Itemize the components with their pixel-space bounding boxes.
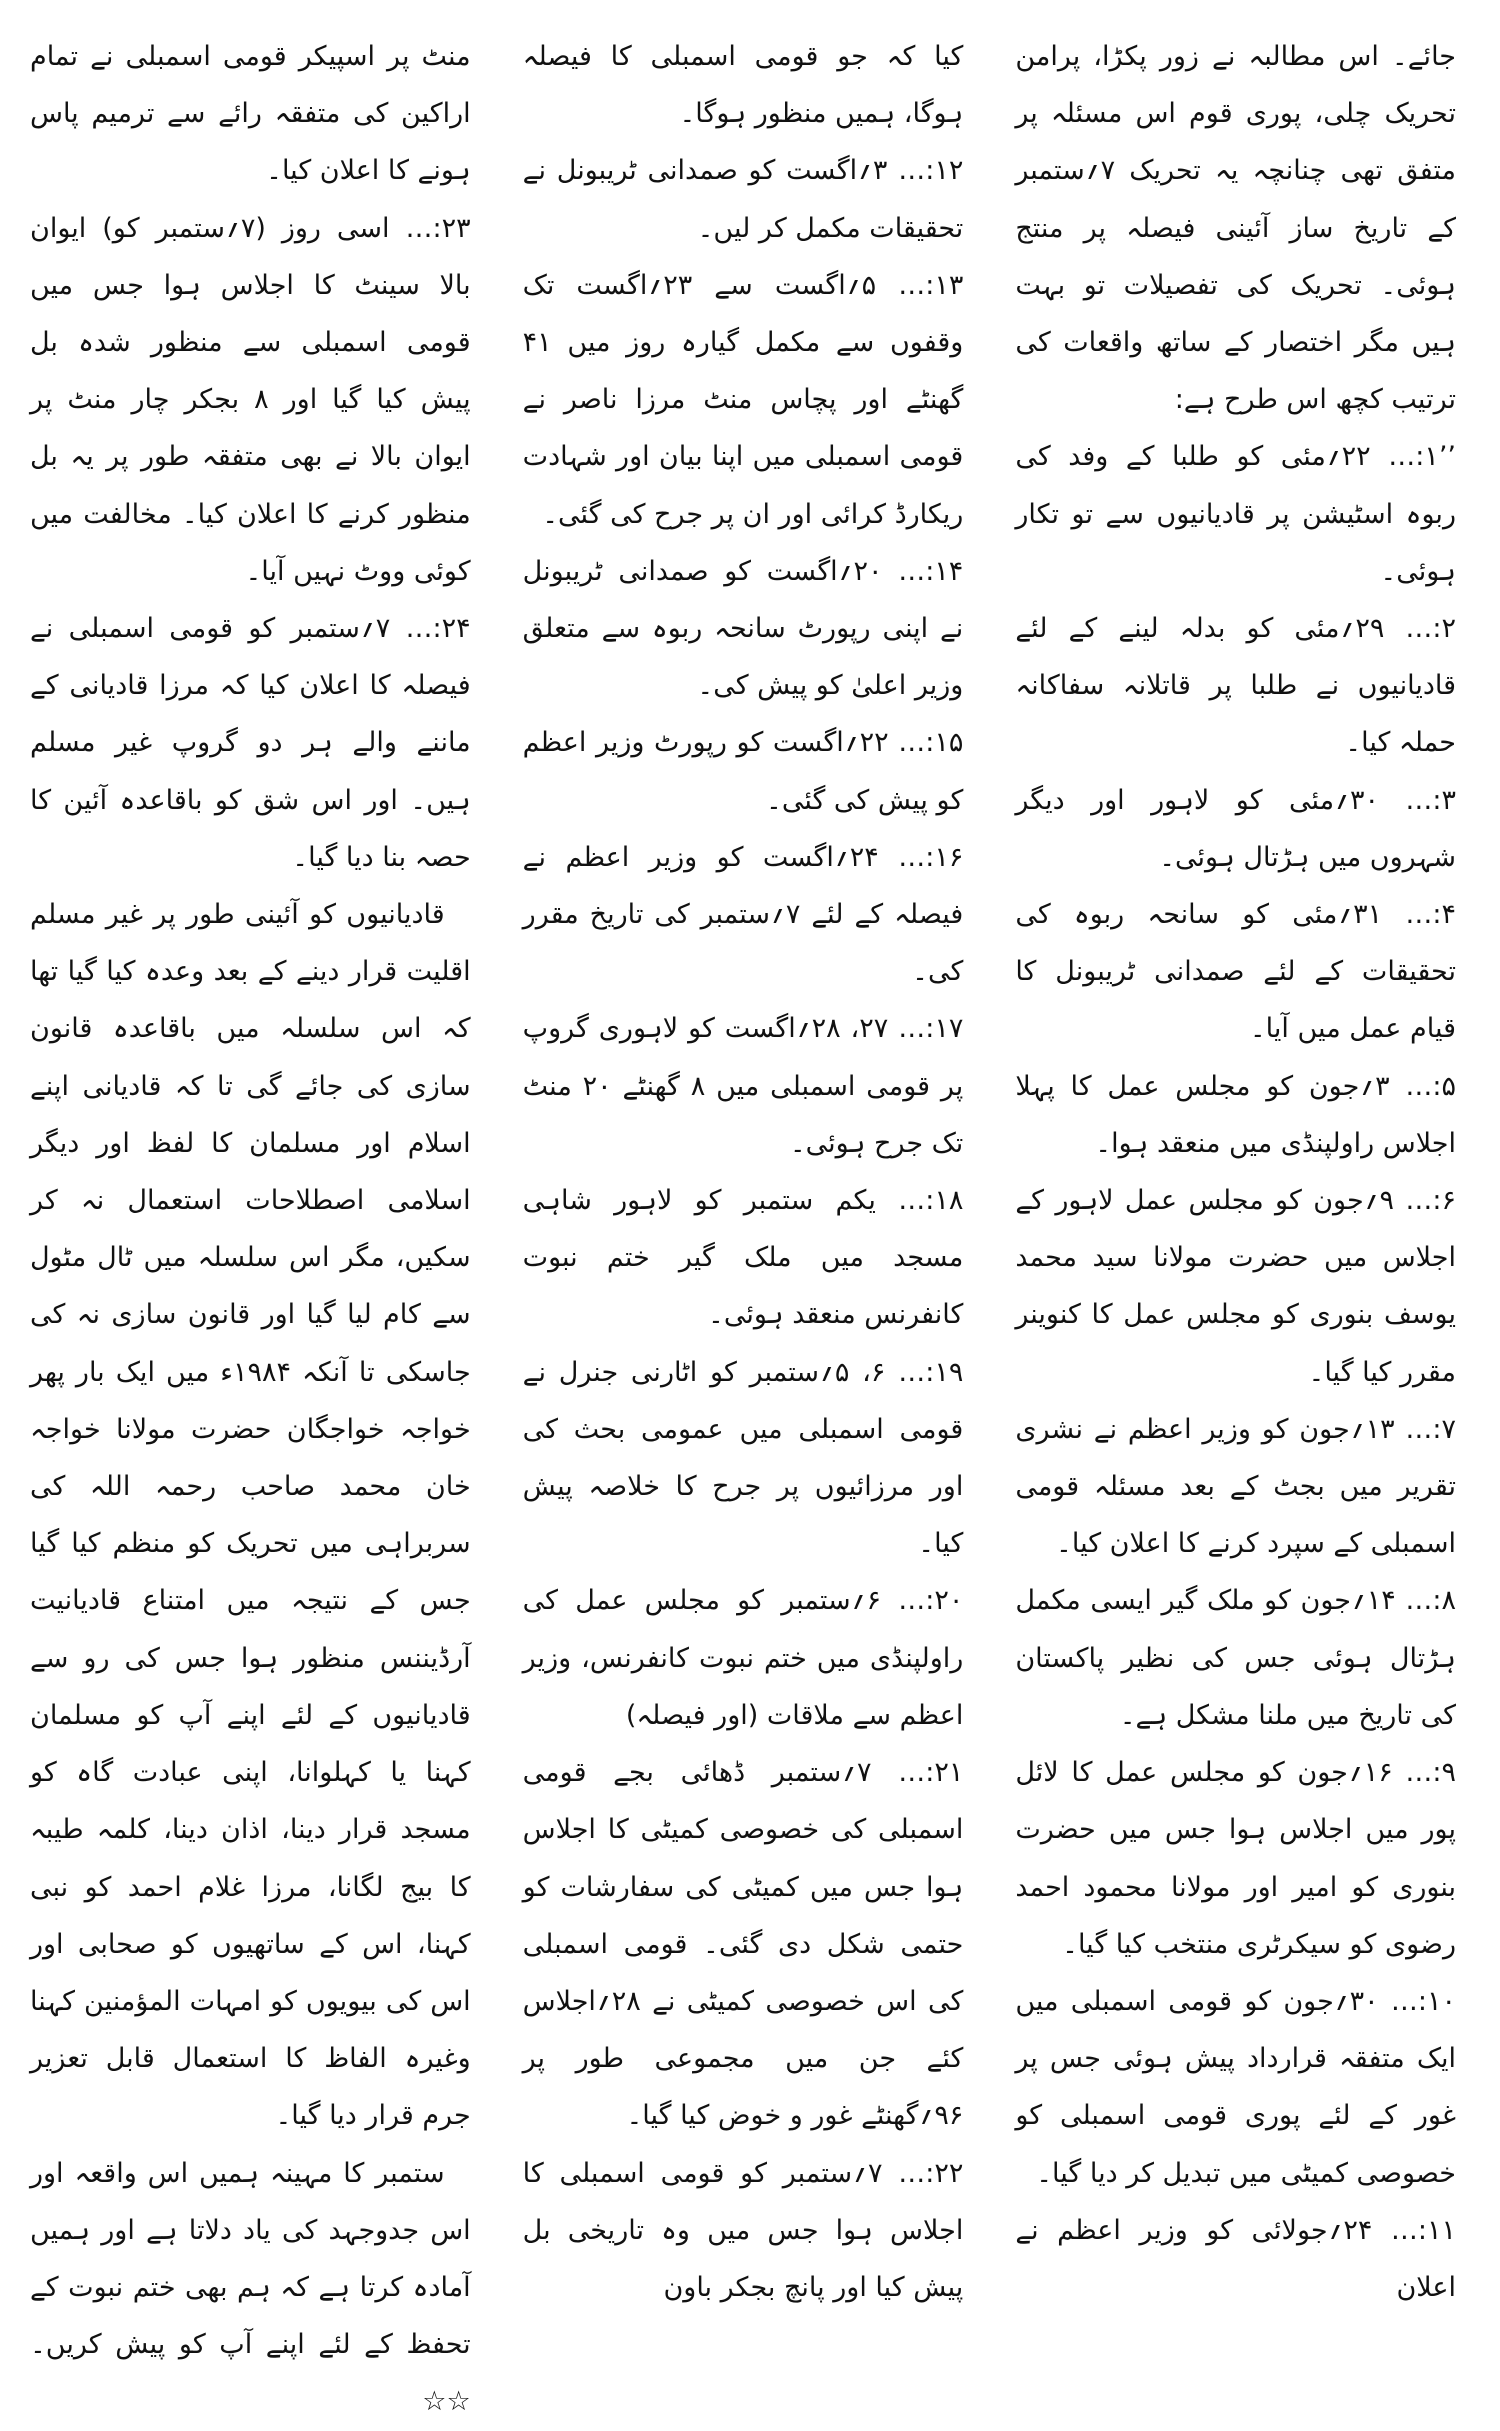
list-item: ’’۱:… ۲۲؍مئی کو طلبا کے وفد کی ربوہ اسٹیشن پر قادیانیوں سے تو تکار ہوئی۔ xyxy=(1015,441,1456,587)
list-item: ۲۲:… ۷؍ستمبر کو قومی اسمبلی کا اجلاس ہوا جس میں وہ تاریخی بل پیش کیا اور پانچ بجکر باون xyxy=(522,2157,964,2303)
list-item: ۴:… ۳۱؍مئی کو سانحہ ربوہ کی تحقیقات کے لئے صمدانی ٹریبونل کا قیام عمل میں آیا۔ xyxy=(1015,899,1456,1045)
list-item: ۷:… ۱۳؍جون کو وزیر اعظم نے نشری تقریر میں بجٹ کے بعد مسئلہ قومی اسمبلی کے سپرد کرنے کا اعلان کیا۔ xyxy=(1015,1413,1456,1560)
list-item: ۲:… ۲۹؍مئی کو بدلہ لینے کے لئے قادیانیوں نے طلبا پر قاتلانہ سفاکانہ حملہ کیا۔ xyxy=(1015,613,1456,759)
column-left xyxy=(29,28,471,2418)
list-item: ۱۶:… ۲۴؍اگست کو وزیر اعظم نے فیصلہ کے لئے ۷؍ستمبر کی تاریخ مقرر کی۔ xyxy=(522,841,964,988)
paragraph: کیا کہ جو قومی اسمبلی کا فیصلہ ہوگا، ہمیں منظور ہوگا۔ xyxy=(522,41,964,130)
column-middle xyxy=(522,28,964,2303)
list-item: ۹:… ۱۶؍جون کو مجلس عمل کا لائل پور میں اجلاس ہوا جس میں حضرت بنوری کو امیر اور مولانا محمود احمد رضوی کو سیکرٹری منتخب کیا گیا۔ xyxy=(1015,1757,1456,1960)
list-item: ۲۰:… ۶؍ستمبر کو مجلس عمل کی راولپنڈی میں ختم نبوت کانفرنس، وزیر اعظم سے ملاقات (اور فیصلہ) xyxy=(522,1585,964,1731)
list-item: ۱۴:… ۲۰؍اگست کو صمدانی ٹریبونل نے اپنی رپورٹ سانحہ ربوہ سے متعلق وزیر اعلیٰ کو پیش کی۔ xyxy=(522,555,964,702)
list-item: ۲۱:… ۷؍ستمبر ڈھائی بجے قومی اسمبلی کی خصوصی کمیٹی کا اجلاس ہوا جس میں کمیٹی کی سفارشات کو حتمی شکل دی گئی۔ قومی اسمبلی کی اس خصوصی کمیٹی نے ۲۸؍اجلاس کئے جن میں مجموعی طور پر ۹۶؍گھنٹے غور و خوض کیا گیا۔ xyxy=(522,1757,964,2132)
list-item: ۱۵:… ۲۲؍اگست کو رپورٹ وزیر اعظم کو پیش کی گئی۔ xyxy=(522,727,964,816)
list-item: ۱۲:… ۳؍اگست کو صمدانی ٹریبونل نے تحقیقات مکمل کر لیں۔ xyxy=(522,155,964,244)
list-item: ۱۹:… ۶، ۵؍ستمبر کو اٹارنی جنرل نے قومی اسمبلی میں عمومی بحث کی اور مرزائیوں پر جرح کا خلاصہ پیش کیا۔ xyxy=(522,1356,964,1560)
column-right xyxy=(1015,28,1456,2303)
list-item: ۶:… ۹؍جون کو مجلس عمل لاہور کے اجلاس میں حضرت مولانا سید محمد یوسف بنوری کو مجلس عمل کا کنوینر مقرر کیا گیا۔ xyxy=(1015,1185,1456,1388)
list-item: ۱۳:… ۵؍اگست سے ۲۳؍اگست تک وقفوں سے مکمل گیارہ روز میں ۴۱ گھنٹے اور پچاس منٹ مرزا ناصر نے قومی اسمبلی میں اپنا بیان اور شہادت ریکارڈ کرائی اور ان پر جرح کی گئی۔ xyxy=(522,269,964,530)
paragraph: منٹ پر اسپیکر قومی اسمبلی نے تمام اراکین کی متفقہ رائے سے ترمیم پاس ہونے کا اعلان کیا۔ xyxy=(29,41,471,187)
list-item: ۱۷:… ۲۷، ۲۸؍اگست کو لاہوری گروپ پر قومی اسمبلی میں ۸ گھنٹے ۲۰ منٹ تک جرح ہوئی۔ xyxy=(522,1013,964,1159)
list-item: ۱۰:… ۳۰؍جون کو قومی اسمبلی میں ایک متفقہ قرارداد پیش ہوئی جس پر غور کے لئے پوری قومی اسمبلی کو خصوصی کمیٹی میں تبدیل کر دیا گیا۔ xyxy=(1015,1985,1456,2189)
list-item: ۵:… ۳؍جون کو مجلس عمل کا پہلا اجلاس راولپنڈی میں منعقد ہوا۔ xyxy=(1015,1070,1456,1159)
list-item: ۱۸:… یکم ستمبر کو لاہور شاہی مسجد میں ملک گیر ختم نبوت کانفرنس منعقد ہوئی۔ xyxy=(522,1185,964,1331)
list-item: ۱۱:… ۲۴؍جولائی کو وزیر اعظم نے اعلان xyxy=(1015,2214,1456,2303)
list-item: ۲۳:… اسی روز (۷؍ستمبر کو) ایوان بالا سینٹ کا اجلاس ہوا جس میں قومی اسمبلی سے منظور شدہ بل پیش کیا گیا اور ۸ بجکر چار منٹ پر ایوان بالا نے بھی متفقہ طور پر یہ بل منظور کرنے کا اعلان کیا۔ مخالفت میں کوئی ووٹ نہیں آیا۔ xyxy=(29,212,471,587)
closing-paragraph: ستمبر کا مہینہ ہمیں اس واقعہ اور اس جدوجہد کی یاد دلاتا ہے اور ہمیں آمادہ کرتا ہے کہ ہم بھی ختم نبوت کے تحفظ کے لئے اپنے آپ کو پیش کریں۔ ☆☆ xyxy=(29,2157,471,2418)
paragraph: قادیانیوں کو آئینی طور پر غیر مسلم اقلیت قرار دینے کے بعد وعدہ کیا گیا تھا کہ اس سلسلہ میں باقاعدہ قانون سازی کی جائے گی تا کہ قادیانی اپنے اسلام اور مسلمان کا لفظ اور دیگر اسلامی اصطلاحات استعمال نہ کر سکیں، مگر اس سلسلہ میں ٹال مٹول سے کام لیا گیا اور قانون سازی نہ کی جاسکی تا آنکہ ۱۹۸۴ء میں ایک بار پھر خواجہ خواجگان حضرت مولانا خواجہ خان محمد صاحب رحمہ اللہ کی سربراہی میں تحریک کو منظم کیا گیا جس کے نتیجہ میں امتناع قادیانیت آرڈیننس منظور ہوا جس کی رو سے قادیانیوں کے لئے اپنے آپ کو مسلمان کہنا یا کہلوانا، اپنی عبادت گاہ کو مسجد قرار دینا، اذان دینا، کلمہ طیبہ کا بیج لگانا، مرزا غلام احمد کو نبی کہنا، اس کے ساتھیوں کو صحابی اور اس کی بیویوں کو امہات المؤمنین کہنا وغیرہ الفاظ کا استعمال قابل تعزیر جرم قرار دیا گیا۔ xyxy=(29,899,471,2132)
list-item: ۳:… ۳۰؍مئی کو لاہور اور دیگر شہروں میں ہڑتال ہوئی۔ xyxy=(1015,784,1456,873)
list-item: ۸:… ۱۴؍جون کو ملک گیر ایسی مکمل ہڑتال ہوئی جس کی نظیر پاکستان کی تاریخ میں ملنا مشکل ہے۔ xyxy=(1015,1585,1456,1731)
list-item: ۲۴:… ۷؍ستمبر کو قومی اسمبلی نے فیصلہ کا اعلان کیا کہ مرزا قادیانی کے ماننے والے ہر دو گروپ غیر مسلم ہیں۔ اور اس شق کو باقاعدہ آئین کا حصہ بنا دیا گیا۔ xyxy=(29,613,471,873)
paragraph: جائے۔ اس مطالبہ نے زور پکڑا، پرامن تحریک چلی، پوری قوم اس مسئلہ پر متفق تھی چنانچہ یہ تحریک ۷؍ستمبر کے تاریخ ساز آئینی فیصلہ پر منتج ہوئی۔ تحریک کی تفصیلات تو بہت ہیں مگر اختصار کے ساتھ واقعات کی ترتیب کچھ اس طرح ہے: xyxy=(1015,41,1456,416)
